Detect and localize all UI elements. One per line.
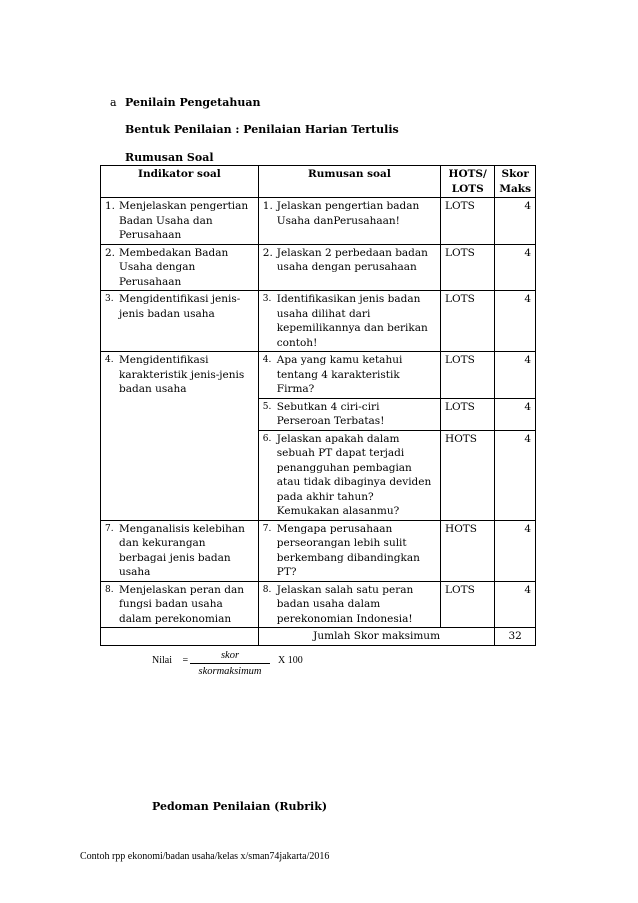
question-number: 6.: [262, 433, 272, 444]
question-text: Jelaskan 2 perbedaan badan usaha dengan perusahaan: [276, 246, 428, 273]
rubrik-heading: Pedoman Penilaian (Rubrik): [152, 800, 328, 813]
formula-label: Nilai: [152, 655, 172, 666]
table-header-row: [101, 166, 536, 198]
section-marker: a: [110, 96, 117, 109]
indikator-number: 4.: [105, 355, 114, 365]
question-text: Identifikasikan jenis badan usaha dilihat dari kepemilikannya dan berikan contoh!: [276, 293, 428, 349]
level-cell: LOTS: [441, 581, 495, 628]
header-level: HOTS/ LOTS: [441, 166, 495, 198]
score-cell: 4: [495, 581, 536, 628]
question-text: Apa yang kamu ketahui tentang 4 karakteristik Firma?: [276, 354, 403, 395]
indikator-number: 3.: [105, 294, 114, 304]
question-text: Mengapa perusahaan perseorangan lebih sulit berkembang dibandingkan PT?: [276, 522, 420, 578]
score-cell: 4: [495, 291, 536, 352]
section-title: Penilain Pengetahuan: [125, 96, 261, 109]
footer-text: Contoh rpp ekonomi/badan usaha/kelas x/sman74jakarta/2016: [80, 851, 330, 862]
question-table: [100, 165, 536, 646]
total-row: [101, 628, 536, 646]
question-number: 8.: [262, 584, 272, 595]
question-text: Jelaskan pengertian badan Usaha danPerusahaan!: [276, 200, 420, 227]
table-row: [101, 291, 536, 352]
indikator-text: Mengidentifikasi karakteristik jenis-jenis badan usaha: [119, 354, 245, 395]
level-cell: LOTS: [441, 198, 495, 245]
formula-multiplier: X 100: [278, 655, 303, 666]
question-text: Jelaskan salah satu peran badan usaha dalam perekonomian Indonesia!: [276, 583, 414, 625]
question-number: 1.: [262, 200, 273, 212]
indikator-text: Membedakan Badan Usaha dengan Perusahaan: [119, 246, 229, 288]
question-number: 7.: [262, 523, 272, 534]
question-text: Jelaskan apakah dalam sebuah PT dapat terjadi penangguhan pembagian atau tidak dibaginya deviden pada akhir tahun? Kemukakan alasanmu?: [276, 432, 432, 517]
score-cell: 4: [495, 244, 536, 291]
question-number: 5.: [262, 401, 272, 412]
header-rumusan: Rumusan soal: [258, 166, 440, 198]
total-value: 32: [495, 628, 536, 646]
indikator-number: 8.: [105, 584, 114, 595]
level-cell: LOTS: [441, 291, 495, 352]
table-row: [101, 198, 536, 245]
fraction-bar: [190, 663, 270, 664]
indikator-text: Mengidentifikasi jenis-jenis badan usaha: [119, 293, 241, 320]
score-cell: 4: [495, 520, 536, 581]
question-number: 3.: [262, 294, 272, 304]
formula-numerator: skor: [220, 650, 240, 661]
level-cell: LOTS: [441, 398, 495, 430]
question-text: Sebutkan 4 ciri-ciri Perseroan Terbatas!: [276, 400, 385, 427]
table-row: [101, 581, 536, 628]
indikator-number: 7.: [105, 523, 114, 534]
level-cell: HOTS: [441, 520, 495, 581]
table-row: [101, 244, 536, 291]
header-indikator: Indikator soal: [101, 166, 259, 198]
score-cell: 4: [495, 198, 536, 245]
question-number: 4.: [262, 355, 272, 365]
assessment-type: Bentuk Penilaian : Penilaian Harian Tertulis: [125, 123, 399, 136]
indikator-text: Menganalisis kelebihan dan kekurangan berbagai jenis badan usaha: [119, 522, 245, 578]
formula-fraction: [190, 650, 270, 677]
score-cell: 4: [495, 430, 536, 520]
table-row: [101, 520, 536, 581]
score-cell: 4: [495, 352, 536, 399]
header-skor: Skor Maks: [495, 166, 536, 198]
level-cell: LOTS: [441, 244, 495, 291]
indikator-text: Menjelaskan pengertian Badan Usaha dan Perusahaan: [119, 200, 249, 241]
formula-equals: =: [182, 655, 189, 666]
total-label: Jumlah Skor maksimum: [258, 628, 495, 646]
score-cell: 4: [495, 398, 536, 430]
level-cell: HOTS: [441, 430, 495, 520]
table-row: [101, 352, 536, 399]
formula-denominator: skormaksimum: [198, 666, 262, 677]
level-cell: LOTS: [441, 352, 495, 399]
formula: [152, 655, 188, 666]
indikator-number: 2.: [105, 246, 116, 259]
indikator-text: Menjelaskan peran dan fungsi badan usaha dalam perekonomian: [119, 583, 244, 625]
question-number: 2.: [262, 246, 273, 259]
indikator-number: 1.: [105, 200, 116, 212]
rumusan-heading: Rumusan Soal: [125, 151, 214, 164]
